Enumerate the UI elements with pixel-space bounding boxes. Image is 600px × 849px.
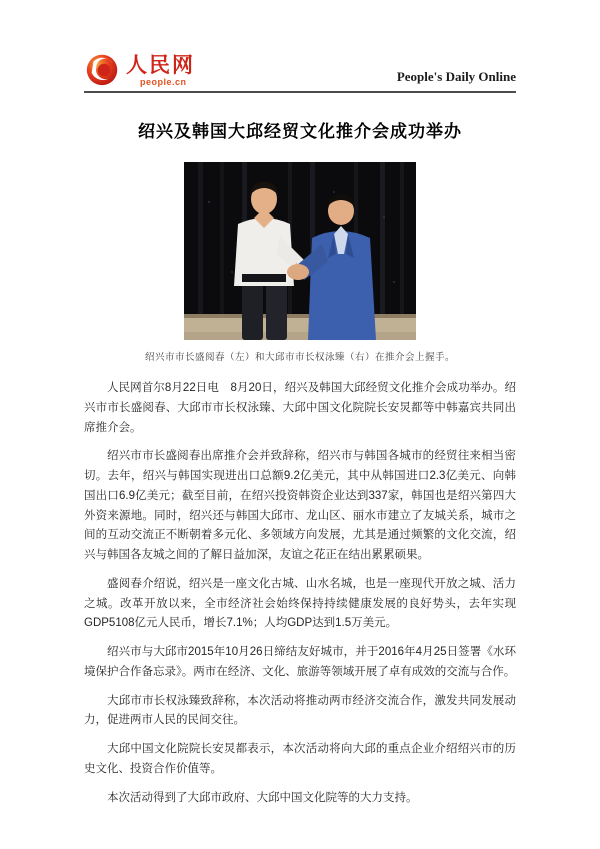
header-divider: [84, 91, 516, 93]
peoples-daily-logo: [84, 50, 195, 88]
article-title: 绍兴及韩国大邱经贸文化推介会成功举办: [138, 122, 462, 141]
photo-handshake: [287, 264, 309, 280]
logo-brand-domain: people.cn: [140, 77, 187, 87]
article-body: [84, 379, 516, 809]
site-header: [84, 0, 516, 88]
site-name-english: People's Daily Online: [396, 69, 516, 84]
article-paragraph-4: 绍兴市与大邱市2015年10月26日缔结友好城市，并于2016年4月25日签署《水环境保护合作备忘录》。两市在经济、文化、旅游等领域开展了卓有成效的交流与合作。: [84, 646, 516, 678]
photo-floor: [184, 314, 416, 340]
article-paragraph-5: 大邱市市长权泳臻致辞称，本次活动将推动两市经济交流合作，激发共同发展动力，促进两市人民的民间交往。: [84, 694, 516, 727]
logo-text-block: [126, 54, 195, 87]
article-figure: [84, 162, 516, 363]
logo-brand-cn: 人民网: [126, 52, 195, 77]
photo-caption: 绍兴市市长盛阅春（左）和大邱市市长权泳臻（右）在推介会上握手。: [144, 352, 455, 363]
peoples-daily-swirl-icon: [84, 50, 122, 88]
article-paragraph-6: 大邱中国文化院院长安炅都表示，本次活动将向大邱的重点企业介绍绍兴市的历史文化、投资合作价值等。: [84, 743, 516, 776]
photo-backdrop-curtain: [184, 162, 416, 340]
article-paragraph-1: 人民网首尔8月22日电 8月20日，绍兴及韩国大邱经贸文化推介会成功举办。绍兴市市长盛阅春、大邱市市长权泳臻、大邱中国文化院院长安炅都等中韩嘉宾共同出席推介会。: [84, 382, 516, 434]
article-paragraph-2: 绍兴市市长盛阅春出席推介会并致辞称，绍兴市与韩国各城市的经贸往来相当密切。去年，绍兴与韩国实现进出口总额9.2亿美元，其中从韩国进口2.3亿美元、向韩国出口6.9亿美元；截至目前，在绍兴投资韩资企业达到337家，韩国也是绍兴第四大外资来源地。同时，绍兴还与韩国大邱市、龙山区、丽水市建立了友城关系，城市之间的互动交流正不断朝着多元化、多领域方向发展，尤其是通过频繁的文化交流，绍兴与韩国各友城之间的了解日益加深，友谊之花正在结出累累硕果。: [84, 450, 516, 562]
article-paragraph-7: 本次活动得到了大邱市政府、大邱中国文化院等的大力支持。: [107, 791, 418, 804]
article-photo: [184, 162, 416, 340]
article-paragraph-3: 盛阅春介绍说，绍兴是一座文化古城、山水名城，也是一座现代开放之城、活力之城。改革开放以来，全市经济社会始终保持持续健康发展的良好势头，去年实现GDP5108亿元人民币，增长7.1%；人均GDP达到1.5万美元。: [84, 577, 516, 630]
handshake-photo-illustration: [184, 162, 416, 340]
